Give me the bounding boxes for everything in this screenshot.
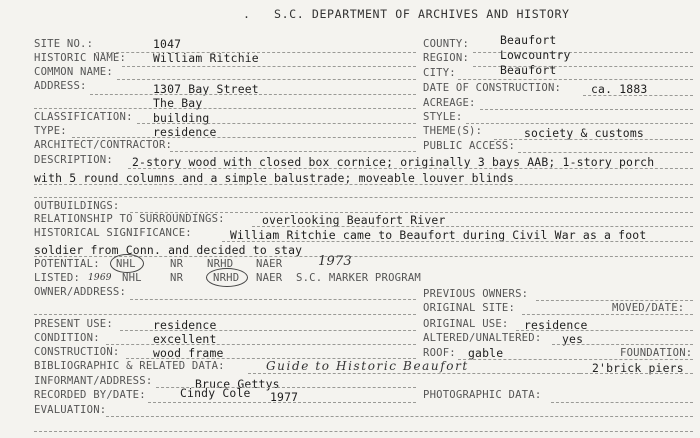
outbuildings-label: OUTBUILDINGS: [34, 200, 120, 212]
construction-value: wood frame [153, 346, 224, 360]
informant-value: Bruce Gettys [195, 377, 280, 391]
recorded-by-value: Cindy Cole [180, 386, 251, 400]
site-no-label: SITE NO.: [34, 38, 94, 50]
listed-nr-option: NR [170, 272, 184, 284]
photographic-label: PHOTOGRAPHIC DATA: [423, 389, 542, 401]
address-line1-value: 1307 Bay Street [153, 82, 259, 96]
original-use-label: ORIGINAL USE: [423, 318, 509, 330]
potential-label: POTENTIAL: [34, 258, 100, 270]
type-value: residence [153, 125, 217, 139]
historic-name-value: William Ritchie [153, 51, 259, 65]
potential-naer-option: NAER [256, 258, 283, 270]
style-label: STYLE: [423, 111, 463, 123]
relationship-value: overlooking Beaufort River [262, 213, 446, 227]
evaluation-label: EVALUATION: [34, 404, 107, 416]
listed-marker-program-option: S.C. MARKER PROGRAM [296, 272, 421, 284]
bibliographic-label: BIBLIOGRAPHIC & RELATED DATA: [34, 360, 225, 372]
condition-value: excellent [153, 332, 217, 346]
theme-label: THEME(S): [423, 125, 483, 137]
significance-line2-value: soldier from Conn. and decided to stay [34, 243, 303, 257]
region-label: REGION: [423, 52, 470, 64]
city-value: Beaufort [500, 63, 557, 77]
date-construction-label: DATE OF CONSTRUCTION: [423, 82, 562, 94]
date-construction-value: ca. 1883 [591, 82, 648, 96]
page-title: S.C. DEPARTMENT OF ARCHIVES AND HISTORY [274, 7, 570, 21]
owner-label: OWNER/ADDRESS: [34, 286, 127, 298]
classification-value: building [153, 111, 210, 125]
foundation-value: 2'brick piers [592, 361, 684, 375]
listed-year-handwritten: 1969 [88, 273, 112, 283]
significance-label: HISTORICAL SIGNIFICANCE: [34, 227, 192, 239]
moved-date-label: MOVED/DATE: [612, 302, 685, 314]
potential-nhl-circle [110, 254, 144, 273]
recorded-date-value: 1977 [270, 390, 299, 404]
city-label: CITY: [423, 67, 456, 79]
address-label: ADDRESS: [34, 80, 87, 92]
potential-nr-option: NR [170, 258, 184, 270]
listed-naer-option: NAER [256, 272, 283, 284]
classification-label: CLASSIFICATION: [34, 111, 133, 123]
architect-label: ARCHITECT/CONTRACTOR: [34, 139, 173, 151]
condition-label: CONDITION: [34, 332, 100, 344]
recorded-label: RECORDED BY/DATE: [34, 389, 146, 401]
listed-label: LISTED: [34, 272, 81, 284]
potential-nhl-option: NHL [116, 258, 136, 270]
original-site-label: ORIGINAL SITE: [423, 302, 516, 314]
address-line2-value: The Bay [153, 96, 203, 110]
listed-nrhd-circle [206, 268, 248, 287]
original-use-value: residence [524, 318, 588, 332]
description-line1-value: 2-story wood with closed box cornice; originally 3 bays AAB; 1-story porch [132, 155, 655, 169]
county-label: COUNTY: [423, 38, 470, 50]
potential-nrhd-option: NRHD [207, 258, 234, 270]
common-name-label: COMMON NAME: [34, 66, 113, 78]
listed-nrhd-option: NRHD [213, 272, 240, 284]
site-no-value: 1047 [153, 37, 182, 51]
foundation-label: FOUNDATION: [620, 347, 693, 359]
description-label: DESCRIPTION: [34, 154, 113, 166]
region-value: Lowcountry [500, 48, 571, 62]
roof-value: gable [468, 346, 504, 360]
public-access-label: PUBLIC ACCESS: [423, 140, 516, 152]
informant-label: INFORMANT/ADDRESS: [34, 375, 153, 387]
listed-nhl-option: NHL [122, 272, 142, 284]
type-label: TYPE: [34, 125, 67, 137]
present-use-label: PRESENT USE: [34, 318, 113, 330]
altered-label: ALTERED/UNALTERED: [423, 332, 542, 344]
description-line2-value: with 5 round columns and a simple balustrade; moveable louver blinds [34, 171, 514, 185]
theme-value: society & customs [524, 126, 644, 140]
present-use-value: residence [153, 318, 217, 332]
significance-line1-value: William Ritchie came to Beaufort during Civil War as a foot [230, 228, 647, 242]
altered-value: yes [562, 332, 584, 346]
bibliography-handwritten: Guide to Historic Beaufort [266, 359, 469, 373]
acreage-label: ACREAGE: [423, 97, 476, 109]
potential-year-handwritten: 1973 [318, 254, 352, 269]
historic-name-label: HISTORIC NAME: [34, 52, 127, 64]
county-value: Beaufort [500, 33, 557, 47]
header-dot: . [243, 7, 251, 21]
previous-owners-label: PREVIOUS OWNERS: [423, 288, 529, 300]
relationship-label: RELATIONSHIP TO SURROUNDINGS: [34, 213, 225, 225]
roof-label: ROOF: [423, 347, 456, 359]
construction-label: CONSTRUCTION: [34, 346, 120, 358]
